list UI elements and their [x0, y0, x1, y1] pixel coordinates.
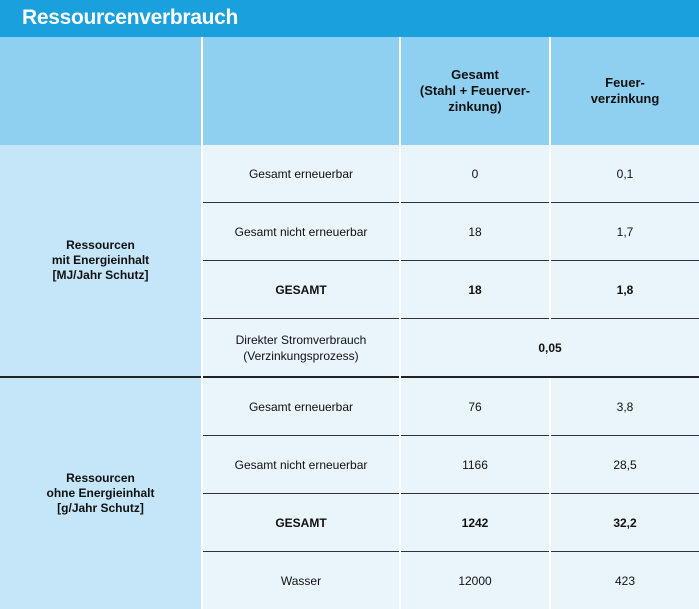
- row-label: GESAMT: [202, 261, 400, 319]
- header-gesamt: Gesamt (Stahl + Feuerver- zinkung): [400, 37, 550, 145]
- gesamt-value: 18: [400, 261, 550, 319]
- group-label: Ressourcen mit Energieinhalt [MJ/Jahr Schutz]: [0, 145, 202, 377]
- table-row: [0, 145, 699, 203]
- header-empty-1: [0, 37, 202, 145]
- feuer-value: 1,7: [550, 203, 699, 261]
- gesamt-value: 12000: [400, 552, 550, 609]
- feuer-value: 423: [550, 552, 699, 609]
- header-feuerverzinkung: Feuer- verzinkung: [550, 37, 699, 145]
- gesamt-value: 76: [400, 377, 550, 436]
- table-row: [0, 377, 699, 436]
- row-label: Gesamt erneuerbar: [202, 145, 400, 203]
- row-label: Gesamt nicht erneuerbar: [202, 203, 400, 261]
- gesamt-value: 1166: [400, 436, 550, 494]
- header-empty-2: [202, 37, 400, 145]
- feuer-value: 32,2: [550, 494, 699, 552]
- resource-table: [0, 37, 699, 609]
- feuer-value: 3,8: [550, 377, 699, 436]
- row-label: Wasser: [202, 552, 400, 609]
- header-row: [0, 37, 699, 145]
- gesamt-value: 0: [400, 145, 550, 203]
- feuer-value: 0,1: [550, 145, 699, 203]
- feuer-value: 28,5: [550, 436, 699, 494]
- feuer-value: 1,8: [550, 261, 699, 319]
- row-label: Direkter Stromverbrauch (Verzinkungsprozess): [202, 319, 400, 378]
- merged-value: 0,05: [400, 319, 699, 378]
- group-label: Ressourcen ohne Energieinhalt [g/Jahr Schutz]: [0, 377, 202, 609]
- row-label: Gesamt nicht erneuerbar: [202, 436, 400, 494]
- gesamt-value: 1242: [400, 494, 550, 552]
- row-label: GESAMT: [202, 494, 400, 552]
- title-bar: [0, 0, 699, 37]
- row-label: Gesamt erneuerbar: [202, 377, 400, 436]
- gesamt-value: 18: [400, 203, 550, 261]
- page-title: Ressourcenverbrauch: [22, 6, 238, 30]
